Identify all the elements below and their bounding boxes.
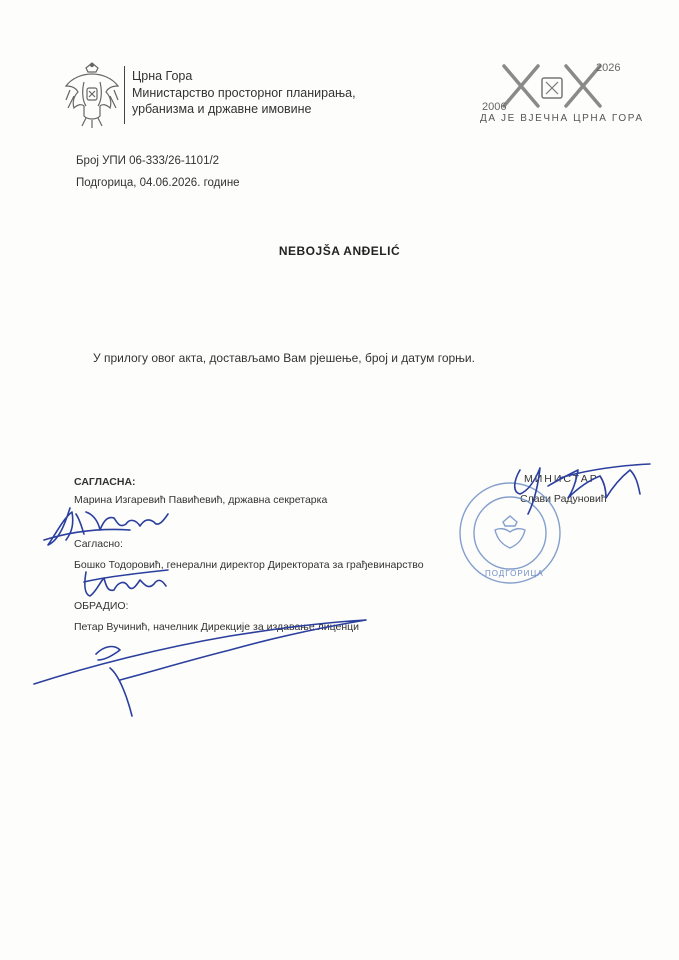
addressee-name: NEBOJŠA ANĐELIĆ	[278, 244, 401, 258]
country-name: Црна Гора	[132, 69, 193, 83]
jubilee-year-end: 2026	[596, 62, 621, 74]
ministry-name-line2: урбанизма и државне имовине	[132, 102, 312, 116]
reference-place-date: Подгорица, 04.06.2026. године	[76, 177, 240, 189]
controlled-label: Сагласно:	[74, 538, 123, 550]
body-paragraph: У прилогу овог акта, достављамо Вам рјешење, број и датум горњи.	[93, 351, 475, 365]
official-stamp-icon	[455, 478, 565, 588]
signature-processed-icon	[34, 620, 366, 716]
signature-controlled-icon	[84, 570, 168, 596]
jubilee-year-start: 2006	[482, 101, 507, 113]
processed-person: Петар Вучинић, начелник Дирекције за издавање лиценци	[74, 621, 360, 633]
controlled-person: Бошко Тодоровић, генерални директор Директората за грађевинарство	[74, 559, 424, 571]
reference-number: Број УПИ 06-333/26-1101/2	[76, 155, 220, 167]
jubilee-motto: ДА ЈЕ ВЈЕЧНА ЦРНА ГОРА	[480, 113, 644, 124]
ministry-header	[132, 68, 356, 118]
ministry-name-line1: Министарство просторног планирања,	[132, 85, 356, 100]
agreed-person: Марина Изгаревић Павићевић, државна секретарка	[74, 494, 328, 506]
agreed-label: САГЛАСНА:	[74, 476, 136, 488]
processed-label: ОБРАДИО:	[74, 600, 129, 612]
minister-name: Слави Радуновић	[520, 493, 607, 505]
montenegro-coat-of-arms-icon	[62, 60, 122, 130]
stamp-city: ПОДГОРИЦА	[485, 569, 544, 578]
minister-label: МИНИСТАР	[524, 473, 599, 485]
header-divider	[124, 66, 125, 124]
